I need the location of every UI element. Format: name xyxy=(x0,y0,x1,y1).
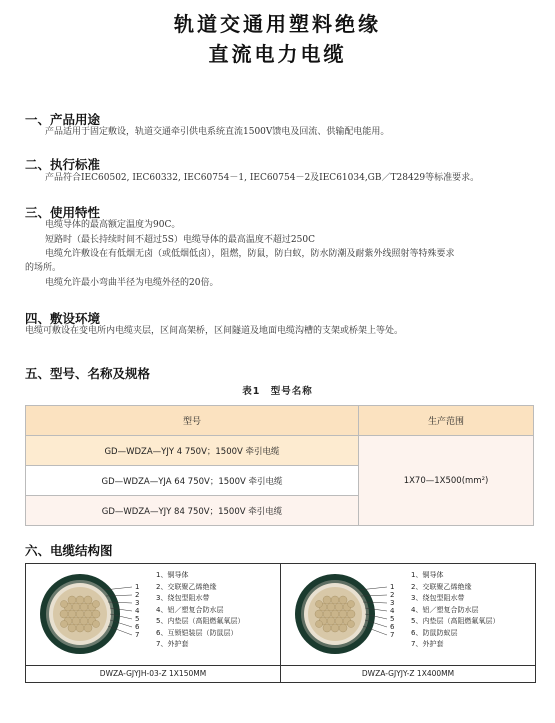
cable-cross-section-left xyxy=(34,568,154,660)
model-table xyxy=(25,405,534,526)
table-row xyxy=(26,436,534,466)
legend-item: 1、铜导体 xyxy=(411,571,444,579)
callout-number: 1 xyxy=(390,583,395,591)
section-heading-environment: 四、敷设环境 xyxy=(25,311,101,326)
features-line-2: 短路时（最长持续时间不超过5S）电缆导体的最高温度不超过250C xyxy=(45,235,315,245)
table-header-range: 生产范围 xyxy=(359,406,534,436)
model-cell: GD—WDZA—YJY 84 750V；1500V 牵引电缆 xyxy=(26,496,359,526)
legend-item: 5、内垫层（高阻燃氟氧层） xyxy=(156,617,245,625)
callout-number: 1 xyxy=(135,583,140,591)
cable-diagram-right xyxy=(281,564,535,682)
cable-diagram-left xyxy=(26,564,281,682)
callout-number: 6 xyxy=(135,623,140,631)
cable-cross-section-right xyxy=(289,568,409,660)
legend-item: 3、绕包型阻水带 xyxy=(411,594,465,602)
cable-legend-right xyxy=(411,570,499,651)
legend-item: 7、外护套 xyxy=(156,640,189,648)
section-heading-structure: 六、电缆结构图 xyxy=(25,543,113,558)
legend-item: 1、铜导体 xyxy=(156,571,189,579)
section-heading-models: 五、型号、名称及规格 xyxy=(25,366,151,381)
legend-item: 5、内垫层（高阻燃氟氧层） xyxy=(411,617,500,625)
features-line-3a: 电缆允许敷设在有低烟无卤（或低烟低卤），阻燃，防鼠，防白蚁，防水防潮及耐紫外线照射等特殊要求 xyxy=(45,249,455,259)
cable-legend-left xyxy=(156,570,244,651)
callout-number: 4 xyxy=(135,607,140,615)
features-line-1: 电缆导体的最高额定温度为90C。 xyxy=(45,220,181,230)
callout-number: 3 xyxy=(135,599,140,607)
callout-number: 3 xyxy=(390,599,395,607)
callout-number: 2 xyxy=(135,591,140,599)
model-cell: GD—WDZA—YJA 64 750V；1500V 牵引电缆 xyxy=(26,466,359,496)
cable-caption-right: DWZA-GJYJY-Z 1X400MM xyxy=(281,665,535,682)
section-text-standard: 产品符合IEC60502, IEC60332, IEC60754－1, IEC60754－2及IEC61034,GB／T28429等标准要求。 xyxy=(45,173,480,183)
cable-caption-left: DWZA-GJYJH-03-Z 1X150MM xyxy=(26,665,280,682)
legend-item: 6、互锁铠装层（防鼠层） xyxy=(156,628,238,637)
section-text-environment: 电缆可敷设在变电所内电缆夹层，区间高架桥，区间隧道及地面电缆沟槽的支架或桥架上等处。 xyxy=(25,326,404,336)
table-caption: 表1 型号名称 xyxy=(242,386,313,397)
callout-number: 7 xyxy=(390,631,395,639)
document-title-line1: 轨道交通用塑料绝缘 xyxy=(174,12,381,36)
model-cell: GD—WDZA—YJY 4 750V；1500V 牵引电缆 xyxy=(26,436,359,466)
features-line-4: 电缆允许最小弯曲半径为电缆外径的20倍。 xyxy=(45,278,219,288)
callout-number: 4 xyxy=(390,607,395,615)
legend-item: 3、绕包型阻水带 xyxy=(156,594,210,602)
section-heading-use: 一、产品用途 xyxy=(25,112,101,127)
legend-item: 4、铝／塑复合防水层 xyxy=(411,605,479,614)
table-header-model: 型号 xyxy=(26,406,359,436)
callout-number: 5 xyxy=(390,615,395,623)
section-heading-features: 三、使用特性 xyxy=(25,205,101,220)
legend-item: 6、防鼠防蚁层 xyxy=(411,628,458,637)
section-heading-standard: 二、执行标准 xyxy=(25,157,101,172)
legend-item: 4、铝／塑复合防水层 xyxy=(156,605,224,614)
cable-structure-diagram xyxy=(25,563,536,683)
callout-number: 2 xyxy=(390,591,395,599)
section-text-use: 产品适用于固定敷设，轨道交通牵引供电系统直流1500V馈电及回流、供输配电能用。 xyxy=(45,127,390,137)
legend-item: 7、外护套 xyxy=(411,640,444,648)
range-cell: 1X70—1X500(mm²) xyxy=(359,436,534,526)
document-title-line2: 直流电力电缆 xyxy=(208,42,347,66)
callout-number: 7 xyxy=(135,631,140,639)
callout-number: 6 xyxy=(390,623,395,631)
legend-item: 2、交联聚乙烯绝缘 xyxy=(411,582,472,591)
callout-number: 5 xyxy=(135,615,140,623)
features-line-3b: 的场所。 xyxy=(25,263,62,273)
legend-item: 2、交联聚乙烯绝缘 xyxy=(156,582,217,591)
